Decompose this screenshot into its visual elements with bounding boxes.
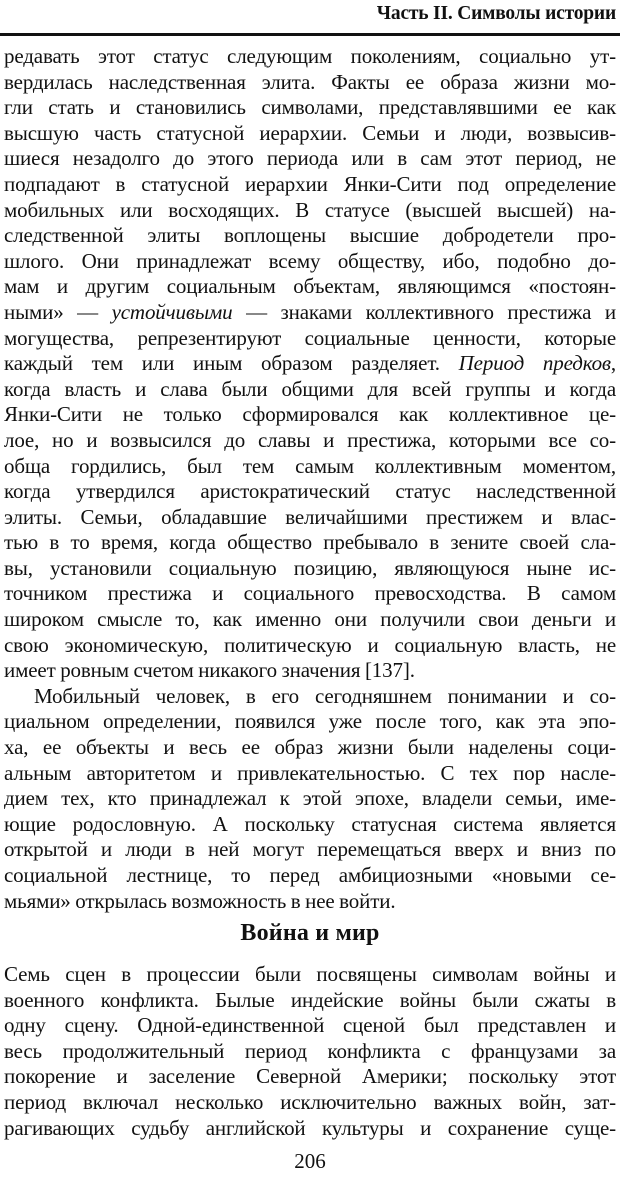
text-line: обща гордились, был тем самым коллективным моментом,: [4, 453, 616, 478]
section-heading: Война и мир: [240, 920, 380, 946]
text-line: следственной элиты воплощены высшие добродетели про-: [4, 223, 616, 248]
text-line: редавать этот статус следующим поколениям, социально ут-: [4, 44, 616, 68]
text-line: гли стать и становились символами, представлявшими ее как: [4, 95, 616, 120]
body-text: [4, 44, 616, 914]
text-line: имеет ровным счетом никакого значения [137].: [4, 658, 415, 683]
text-line: Янки-Сити не только сформировался как коллективное це-: [4, 402, 616, 427]
running-head-text: Часть II. Символы истории: [376, 3, 616, 24]
text-line: открытой и люди в ней могут перемещаться вверх и вниз по: [4, 837, 616, 862]
text-line: мобильных или восходящих. В статусе (высшей высшей) на-: [4, 197, 616, 222]
text-line: мьями» открылась возможность в нее войти.: [4, 888, 396, 913]
text-line: рагивающих судьбу английской культуры и сохранение суще-: [4, 1115, 616, 1140]
text-line: Семь сцен в процессии были посвящены символам войны и: [4, 962, 616, 986]
text-line: одну сцену. Одной-единственной сценой был представлен и: [4, 1013, 616, 1038]
text-line: ными» — устойчивыми — знаками коллективного престижа и: [4, 299, 616, 324]
text-line: вердилась наследственная элита. Факты ее образа жизни мо-: [4, 69, 616, 94]
text-line: циальном определении, появился уже после того, как эта эпо-: [4, 709, 616, 734]
italic-phrase: Период предков: [458, 351, 611, 376]
text-line: точником престижа и социального превосходства. В самом: [4, 581, 616, 606]
header-rule: [0, 33, 620, 36]
text-line: мам и другим социальным объектам, являющимся «постоян-: [4, 274, 616, 299]
text-line: весь продолжительный период конфликта с французами за: [4, 1038, 616, 1063]
text-line: покорение и заселение Северной Америки; поскольку этот: [4, 1064, 616, 1089]
text-line: шлого. Они принадлежат всему обществу, ибо, подобно до-: [4, 248, 616, 273]
text-line: военного конфликта. Былые индейские войны были сжаты в: [4, 987, 616, 1012]
text-line: ющие родословную. А поскольку статусная система является: [4, 811, 616, 836]
text-line: элиты. Семьи, обладавшие величайшими престижем и влас-: [4, 504, 616, 529]
text-line: свою экономическую, политическую и социальную власть, не: [4, 632, 616, 657]
text-line: тью в то время, когда общество пребывало в зените своей сла-: [4, 530, 616, 555]
text-line: широком смысле то, как именно они получили свои деньги и: [4, 607, 616, 632]
text-line: могущества, репрезентируют социальные ценности, которые: [4, 325, 616, 350]
text-line: вы, установили социальную позицию, являющуюся ныне ис-: [4, 555, 616, 580]
page-number: 206: [294, 1149, 326, 1173]
text-line: социальной лестнице, то перед амбициозными «новыми се-: [4, 863, 616, 887]
running-head: [0, 0, 620, 32]
text-line: лое, но и возвысился до славы и престижа, которыми все со-: [4, 427, 616, 452]
text-line: альным авторитетом и привлекательностью. С тех пор насле-: [4, 760, 616, 785]
text-line: дием тех, кто принадлежал к этой эпохе, владели семьи, име-: [4, 786, 616, 811]
text-line: подпадают в статусной иерархии Янки-Сити под определение: [4, 171, 616, 196]
text-line: высшую часть статусной иерархии. Семьи и люди, возвысив-: [4, 120, 616, 145]
text-line: ха, ее объекты и весь ее образ жизни были наделены соци-: [4, 735, 616, 760]
text-line: когда власть и слава были общими для всей группы и когда: [4, 376, 616, 401]
section-text: [4, 962, 616, 1141]
text-line: каждый тем или иным образом разделяет. Период предков,: [4, 351, 616, 376]
text-line: период включал несколько исключительно важных войн, зат-: [4, 1089, 616, 1114]
text-line: когда утвердился аристократический статус наследственной: [4, 479, 616, 504]
text-line: шиеся незадолго до этого периода или в сам этот период, не: [4, 146, 616, 171]
italic-phrase: устойчивыми: [111, 299, 233, 324]
text-line: Мобильный человек, в его сегодняшнем понимании и со-: [34, 683, 616, 708]
